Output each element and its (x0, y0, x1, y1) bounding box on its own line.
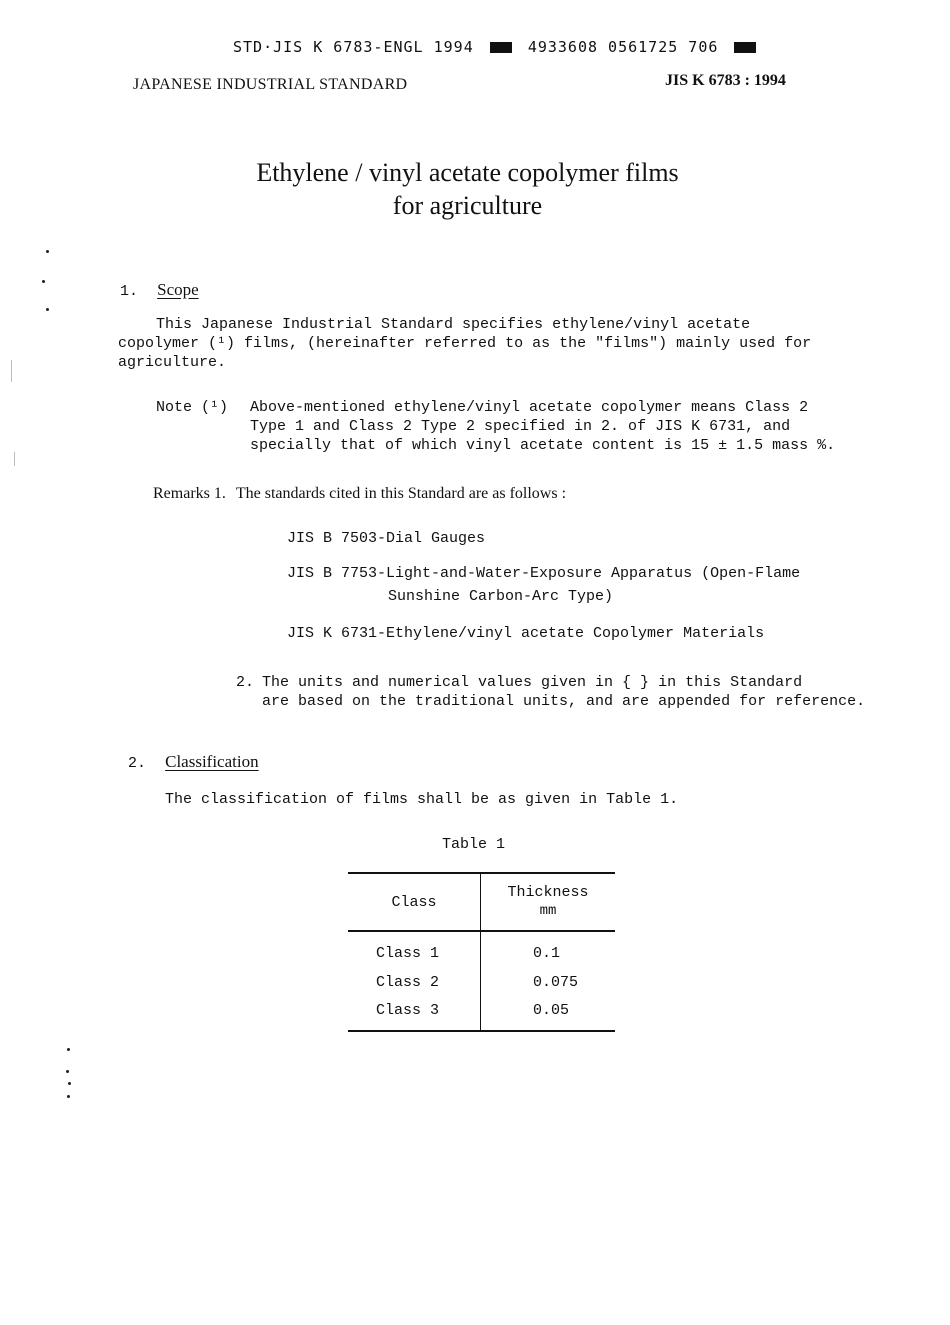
scan-speck (66, 1070, 69, 1073)
scan-speck (42, 280, 45, 283)
barcode-number: 4933608 0561725 706 (527, 38, 719, 56)
std-code: STD·JIS K 6783-ENGL 1994 (233, 38, 474, 56)
table-row (348, 931, 615, 968)
header-class: Class (348, 873, 481, 931)
scan-line (14, 452, 15, 466)
barcode-block-right (734, 42, 756, 53)
thickness-unit: mm (539, 903, 557, 919)
classification-paragraph: The classification of films shall be as given in Table 1. (165, 791, 679, 808)
note-line: Type 1 and Class 2 Type 2 specified in 2. of JIS K 6731, and (250, 418, 791, 435)
remarks-label: Remarks 1. (153, 485, 226, 502)
scan-line (11, 360, 12, 382)
classification-table (348, 872, 615, 1032)
thickness-cell: 0.1 (533, 944, 561, 962)
note-1 (156, 398, 228, 417)
cited-standard (287, 564, 800, 606)
cited-line: JIS B 7753-Light-and-Water-Exposure Apparatus (Open-Flame (287, 565, 801, 582)
cited-standard: JIS K 6731-Ethylene/vinyl acetate Copolymer Materials (287, 625, 765, 642)
organization-name: JAPANESE INDUSTRIAL STANDARD (133, 76, 408, 93)
section-number: 1. (120, 283, 139, 300)
thickness-label: Thickness (507, 884, 589, 901)
document-code-line (233, 38, 762, 56)
remark-2-body (262, 673, 865, 711)
note-line: Above-mentioned ethylene/vinyl acetate copolymer means Class 2 (250, 399, 809, 416)
section-1-heading (120, 280, 199, 300)
header-thickness (481, 873, 616, 931)
scan-speck (67, 1095, 70, 1098)
remarks-intro: The standards cited in this Standard are as follows : (235, 485, 567, 502)
section-title: Classification (165, 752, 259, 771)
scan-speck (67, 1048, 70, 1051)
section-title: Scope (157, 280, 199, 299)
class-cell: Class 2 (348, 968, 481, 996)
remark-2-number: 2. (236, 674, 255, 691)
title-line-2: for agriculture (392, 191, 543, 220)
section-2-heading (128, 752, 259, 772)
remark-line: are based on the traditional units, and are appended for reference. (262, 693, 866, 710)
scan-speck (46, 250, 49, 253)
scope-paragraph (118, 315, 811, 372)
table-row (348, 968, 615, 996)
table-row (348, 996, 615, 1031)
standard-number: JIS K 6783 : 1994 (665, 72, 786, 89)
document-title (0, 156, 935, 222)
cited-standard: JIS B 7503-Dial Gauges (287, 530, 486, 547)
note-body (250, 398, 835, 455)
scope-line: copolymer (¹) films, (hereinafter referred to as the "films") mainly used for (118, 335, 812, 352)
note-line: specially that of which vinyl acetate content is 15 ± 1.5 mass %. (250, 437, 836, 454)
remark-line: The units and numerical values given in { } in this Standard (262, 674, 803, 691)
title-line-1: Ethylene / vinyl acetate copolymer films (256, 158, 679, 187)
remarks-line (153, 485, 566, 503)
cited-line: Sunshine Carbon-Arc Type) (388, 588, 614, 605)
barcode-block-left (490, 42, 512, 53)
scope-line: agriculture. (118, 354, 227, 371)
class-cell: Class 3 (348, 996, 481, 1031)
scope-line: This Japanese Industrial Standard specifies ethylene/vinyl acetate (156, 316, 751, 333)
class-cell: Class 1 (348, 931, 481, 968)
note-label: Note (¹) (156, 399, 229, 416)
thickness-cell: 0.05 (533, 1001, 570, 1019)
scan-speck (68, 1082, 71, 1085)
scan-speck (46, 308, 49, 311)
thickness-cell: 0.075 (533, 973, 579, 991)
table-caption: Table 1 (442, 836, 506, 853)
section-number: 2. (128, 755, 147, 772)
